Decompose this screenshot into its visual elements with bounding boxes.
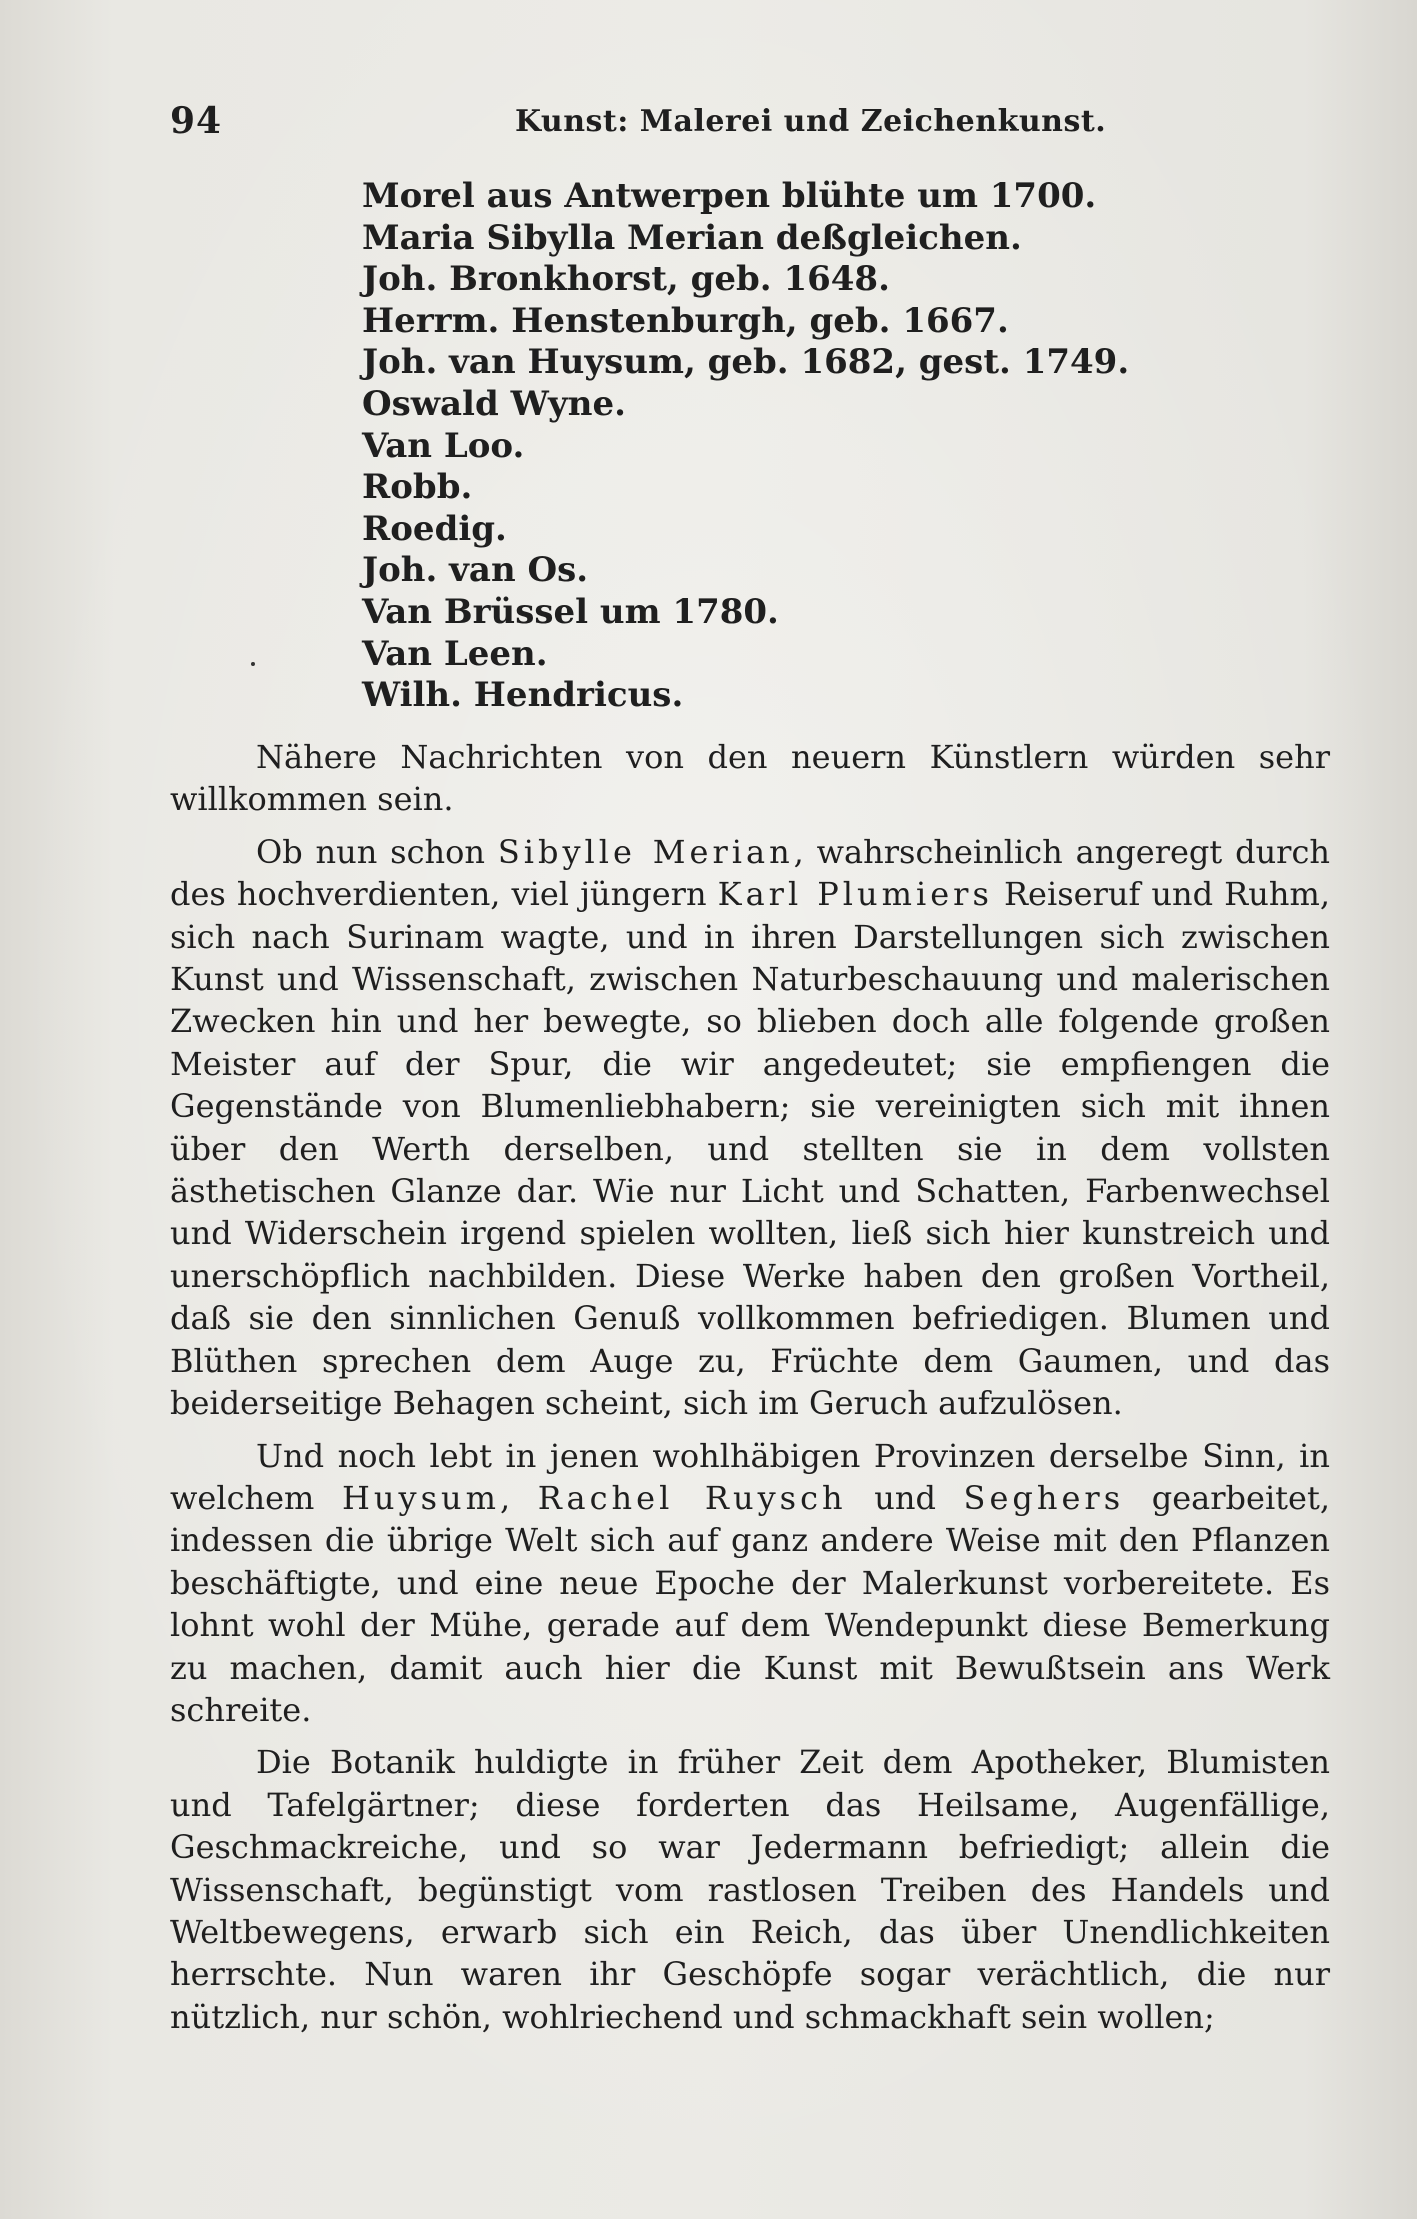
list-item: Robb. bbox=[362, 467, 473, 508]
person-name: Karl Plumiers bbox=[717, 875, 993, 914]
ink-speck bbox=[251, 662, 255, 666]
text-run: Ob nun schon bbox=[256, 832, 498, 871]
person-name: Huysum bbox=[341, 1478, 500, 1517]
artist-list bbox=[362, 176, 1129, 717]
paragraph: Nähere Nachrichten von den neuern Künstlern würden sehr willkommen sein. bbox=[170, 738, 1330, 819]
paragraph bbox=[170, 831, 1330, 1425]
text-run: gearbeitet, indessen die übrige Welt sich auf ganz andere Weise mit den Pflanzen beschäftigte, und eine neue Epoche der Malerkunst vorbereitete. Es lohnt wohl der Mühe, gerade auf dem Wendepunkt diese Bemerkung zu machen, damit auch hier die Kunst mit Bewußtsein ans Werk schreite. bbox=[170, 1478, 1331, 1729]
text-run: Und noch lebt in jenen wohlhäbigen Provinzen derselbe Sinn, in welchem bbox=[170, 1436, 1330, 1517]
text-run: , wahrscheinlich angeregt durch des hochverdienten, viel jüngern bbox=[170, 832, 1330, 914]
list-item: Joh. van Huysum, geb. 1682, gest. 1749. bbox=[362, 342, 1130, 383]
text-run: und bbox=[846, 1478, 964, 1517]
running-title: Kunst: Malerei und Zeichenkunst. bbox=[515, 104, 1107, 139]
list-item: Van Loo. bbox=[362, 425, 525, 466]
person-name: Seghers bbox=[963, 1478, 1125, 1517]
list-item: Van Leen. bbox=[362, 633, 548, 674]
text-run: , bbox=[499, 1478, 538, 1517]
body-text bbox=[170, 730, 1330, 2048]
paragraph bbox=[170, 1435, 1330, 1732]
page-header bbox=[170, 100, 1330, 150]
list-item: Joh. Bronkhorst, geb. 1648. bbox=[362, 259, 890, 300]
list-item: Joh. van Os. bbox=[362, 550, 589, 591]
page-number: 94 bbox=[170, 100, 223, 142]
list-item: Morel aus Antwerpen blühte um 1700. bbox=[362, 176, 1097, 216]
list-item: Van Brüssel um 1780. bbox=[362, 591, 779, 632]
list-item: Wilh. Hendricus. bbox=[362, 675, 684, 716]
person-name: Rachel Ruysch bbox=[537, 1478, 847, 1517]
list-item: Oswald Wyne. bbox=[362, 383, 626, 424]
text-run: Reiseruf und Ruhm, sich nach Surinam wagte, und in ihren Darstellungen sich zwischen Kunst und Wissenschaft, zwischen Naturbeschauung und malerischen Zwecken hin und her bewegte, so blieben doch alle folgende großen Meister auf der Spur, die wir angedeutet; sie empfiengen die Gegenstände von Blumenliebhabern; sie vereinigten sich mit ihnen über den Werth derselben, und stellten sie in dem vollsten ästhetischen Glanze dar. Wie nur Licht und Schatten, Farbenwechsel und Widerschein irgend spielen wollten, ließ sich hier kunstreich und unerschöpflich nachbilden. Diese Werke haben den großen Vortheil, daß sie den sinnlichen Genuß vollkommen befriedigen. Blumen und Blüthen sprechen dem Auge zu, Früchte dem Gaumen, und das beiderseitige Behagen scheint, sich im Geruch aufzulösen. bbox=[170, 875, 1331, 1423]
list-item: Maria Sibylla Merian deßgleichen. bbox=[362, 217, 1022, 258]
paragraph: Die Botanik huldigte in früher Zeit dem Apotheker, Blumisten und Tafelgärtner; diese forderten das Heilsame, Augenfällige, Geschmackreiche, und so war Jedermann befriedigt; allein die Wissenschaft, begünstigt vom rastlosen Treiben des Handels und Weltbewegens, erwarb sich ein Reich, das über Unendlichkeiten herrschte. Nun waren ihr Geschöpfe sogar verächtlich, die nur nützlich, nur schön, wohlriechend und schmackhaft sein wollen; bbox=[170, 1743, 1330, 2036]
person-name: Sibylle Merian bbox=[497, 832, 794, 871]
list-item: Herrm. Henstenburgh, geb. 1667. bbox=[362, 300, 1009, 341]
list-item: Roedig. bbox=[362, 508, 507, 549]
